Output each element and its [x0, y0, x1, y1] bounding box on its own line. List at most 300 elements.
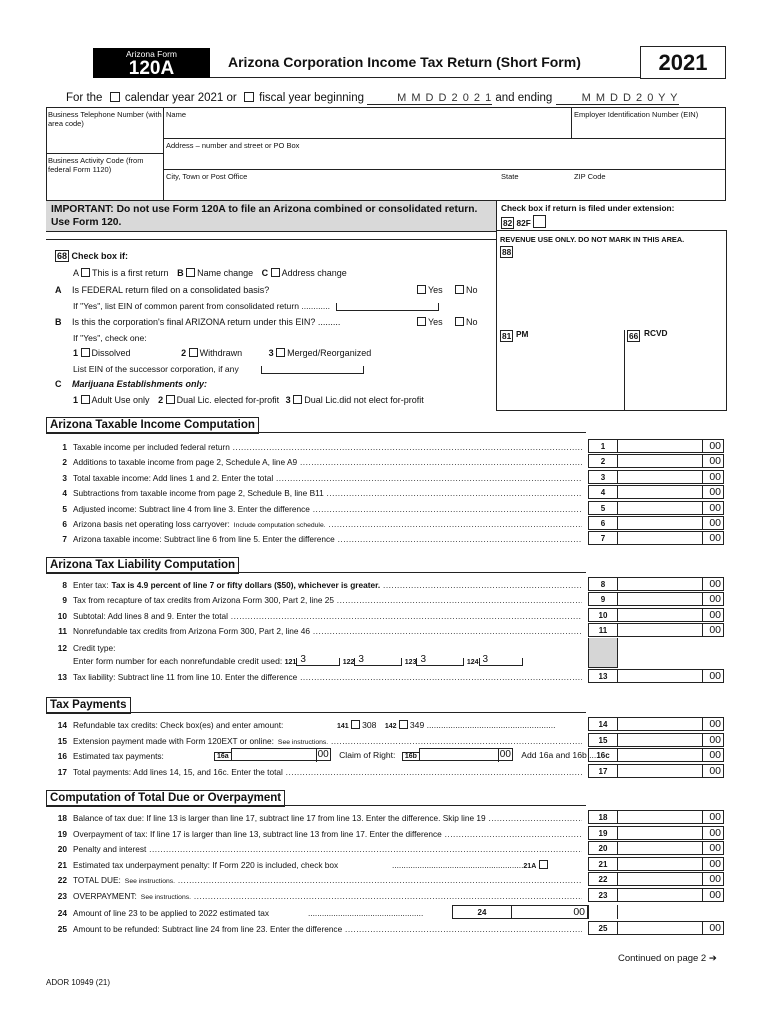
cents-value: 00 [709, 532, 721, 544]
question-b-no-group [455, 317, 478, 327]
line-16-subfields: 16a 00 Claim of Right: 16b 00 Add 16a and 16b ... [214, 748, 596, 764]
leader-dots [297, 672, 582, 682]
common-parent-ein-field[interactable] [336, 303, 439, 311]
credit-308-checkbox[interactable] [351, 720, 360, 729]
credit-122-prefix: 3 [358, 654, 364, 665]
marijuana-option-1-number: 1 [73, 395, 79, 405]
line-number: 10 [57, 611, 67, 621]
line-15-amount-field[interactable] [618, 733, 724, 747]
check-box-heading [55, 251, 128, 261]
state-field[interactable] [501, 182, 566, 198]
line-11-row [47, 624, 582, 638]
line-15-box-label: 15 [588, 733, 618, 747]
item-b-letter: B [177, 268, 184, 278]
cents-value: 00 [709, 440, 721, 452]
period-line [66, 92, 679, 105]
question-a-no-checkbox[interactable] [455, 285, 464, 294]
line-number: 25 [57, 924, 67, 934]
address-label: Address – number and street or PO Box [166, 141, 300, 150]
question-a-yes-label: Yes [428, 285, 443, 295]
leader-dots [334, 595, 582, 605]
line-11-box-label: 11 [588, 623, 618, 637]
phone-field[interactable] [48, 130, 160, 150]
extension-row [501, 215, 548, 228]
line-number: 15 [57, 736, 67, 746]
merged-label: Merged/Reorganized [287, 348, 372, 358]
leader-dots [335, 534, 582, 544]
line-number: 12 [57, 643, 67, 653]
id-hline-1 [163, 138, 726, 139]
question-a-text: Is FEDERAL return filed on a consolidated basis? [72, 285, 270, 295]
leader-dots [380, 580, 582, 590]
first-return-checkbox[interactable] [81, 268, 90, 277]
status-checkboxes-row [73, 268, 347, 278]
line-text: TOTAL DUE: [73, 875, 121, 885]
leader-dots [146, 844, 582, 854]
question-c-text: Marijuana Establishments only: [72, 379, 208, 389]
line-25-amount-field[interactable] [618, 921, 724, 935]
line-text: Tax liability: Subtract line 11 from line 10. Enter the difference [73, 672, 298, 682]
question-b-letter: B [55, 317, 62, 327]
box-16b-field[interactable] [419, 748, 513, 761]
line-4-amount-field[interactable] [618, 485, 724, 499]
question-a-no-group [455, 285, 478, 295]
id-vline-left [163, 107, 164, 201]
line-7-box-label: 7 [588, 531, 618, 545]
line-text: Nonrefundable tax credits from Arizona Form 300, Part 2, line 46 [73, 626, 311, 636]
line-1-row [47, 440, 582, 454]
line-2-row [47, 455, 582, 469]
marijuana-option-2-number: 2 [158, 395, 164, 405]
option-3-number: 3 [268, 348, 274, 358]
line-12-prompt: Enter form number for each nonrefundable credit used: [73, 656, 283, 666]
and-ending-label: and ending [495, 92, 553, 104]
withdrawn-checkbox[interactable] [189, 348, 198, 357]
line-22-box-label: 22 [588, 872, 618, 886]
name-label: Name [166, 110, 187, 119]
add-16a-16b-label: Add 16a and 16b [521, 750, 587, 760]
code-68: 68 [57, 251, 68, 261]
line-text: Additions to taxable income from page 2, Schedule A, line A9 [73, 457, 298, 467]
line-number: 8 [62, 580, 67, 590]
line-6-amount-field[interactable] [618, 516, 724, 530]
line-number: 20 [57, 844, 67, 854]
marijuana-option-3-number: 3 [285, 395, 291, 405]
credit-349-checkbox[interactable] [399, 720, 408, 729]
dissolved-checkbox[interactable] [81, 348, 90, 357]
check-box-if-label: Check box if: [71, 251, 129, 261]
line-4-box-label: 4 [588, 485, 618, 499]
question-b-yes-label: Yes [428, 317, 443, 327]
line-text: Credit type: [73, 643, 116, 653]
line-25-box-label: 25 [588, 921, 618, 935]
claim-of-right-label: Claim of Right: [339, 750, 396, 760]
cents-value: 00 [709, 734, 721, 746]
id-hline-3 [163, 169, 726, 170]
line-text: Total taxable income: Add lines 1 and 2. Enter the total [73, 473, 274, 483]
cents-value: 00 [709, 889, 721, 901]
option-2-number: 2 [181, 348, 187, 358]
line-text: Refundable tax credits: Check box(es) and enter amount: [73, 720, 284, 730]
line-number: 24 [57, 908, 67, 918]
leader-dots [310, 504, 582, 514]
line-12-row [47, 641, 582, 655]
leader-dots [310, 626, 582, 636]
line-text: Total payments: Add lines 14, 15, and 16c. Enter the total [73, 767, 283, 777]
check-section-rule [46, 239, 496, 240]
dual-not-elected-checkbox[interactable] [293, 395, 302, 404]
leader-dots [273, 473, 582, 483]
leader-dots [442, 829, 582, 839]
successor-ein-field[interactable] [261, 366, 364, 374]
line-20-box-label: 20 [588, 841, 618, 855]
revenue-bottom-border [496, 410, 727, 411]
line-text: Tax from recapture of tax credits from Arizona Form 300, Part 2, line 25 [73, 595, 334, 605]
credit-124-prefix: 3 [482, 654, 489, 665]
leader-dots [175, 875, 582, 885]
line-9-row [47, 593, 582, 607]
cents-value: 00 [709, 471, 721, 483]
line-19-row [47, 827, 582, 841]
line-13-box-label: 13 [588, 669, 618, 683]
line-text: OVERPAYMENT: [73, 891, 137, 901]
question-c-row [55, 379, 207, 389]
name-change-label: Name change [197, 268, 254, 278]
line-number: 3 [62, 473, 67, 483]
credit-123-code: 123 [404, 659, 417, 666]
line-text: Taxable income per included federal return [73, 442, 230, 452]
line-22-row [47, 873, 582, 887]
code-81: 81 [502, 331, 512, 341]
fiscal-end-field[interactable]: M M D D 2 0 Y Y [556, 92, 679, 105]
line-number: 7 [62, 534, 67, 544]
common-parent-ein-row: If "Yes", list EIN of common parent from consolidated return ............ [73, 301, 439, 311]
line-21-dots: ......................................................... [392, 860, 524, 870]
line-number: 21 [57, 860, 67, 870]
line-16-box-label: 16c [588, 748, 618, 762]
form-number-block [93, 48, 210, 78]
line-25-row [47, 922, 582, 936]
zip-field[interactable] [574, 182, 722, 198]
section-4-heading: Computation of Total Due or Overpayment [46, 790, 285, 807]
box-16b-cents: 00 [499, 749, 511, 760]
dual-not-elected-label: Dual Lic.did not elect for-profit [304, 395, 424, 405]
box-16b-label: 16b [402, 752, 420, 761]
line-15-row [47, 734, 582, 748]
cents-value: 00 [709, 765, 721, 777]
successor-ein-row [73, 364, 364, 374]
line-21-box-label: 21 [588, 857, 618, 871]
city-label: City, Town or Post Office [166, 172, 248, 181]
question-a-yes-group [417, 285, 443, 295]
line-text: Extension payment made with Form 120EXT or online: [73, 736, 274, 746]
line-13-row [47, 670, 582, 684]
line-8-amount-field[interactable] [618, 577, 724, 591]
question-c-letter: C [55, 379, 62, 389]
zip-label: ZIP Code [574, 172, 606, 181]
line-number: 18 [57, 813, 67, 823]
address-change-label: Address change [281, 268, 347, 278]
option-1-number: 1 [73, 348, 79, 358]
line-22-amount-field[interactable] [618, 872, 724, 886]
extension-label: Check box if return is filed under extension: [501, 203, 675, 213]
line-bold-text: Tax is 4.9 percent of line 7 or fifty dollars ($50), whichever is greater. [111, 580, 381, 590]
credit-141-code: 141 [337, 723, 349, 730]
line-23-amount-field[interactable] [618, 888, 724, 902]
line-note: See instructions. [140, 894, 192, 901]
cents-value: 00 [709, 811, 721, 823]
fiscal-begin-field[interactable]: M M D D 2 0 2 1 [367, 92, 492, 105]
for-the-label: For the [66, 92, 103, 104]
fiscal-year-label: fiscal year beginning [259, 92, 364, 104]
leader-dots [230, 442, 582, 452]
leader-dots [328, 736, 582, 746]
line-number: 2 [62, 457, 67, 467]
credit-121-field[interactable] [296, 654, 340, 666]
activity-code-field[interactable] [48, 178, 160, 198]
credit-121-code: 121 [284, 659, 297, 666]
line-text: Amount to be refunded: Subtract line 24 from line 23. Enter the difference [73, 924, 343, 934]
line-14-amount-field[interactable] [618, 717, 724, 731]
line-text: Enter tax: [73, 580, 109, 590]
line-6-row [47, 517, 582, 531]
line-9-amount-field[interactable] [618, 592, 724, 606]
line-number: 14 [57, 720, 67, 730]
line-text: Estimated tax payments: [73, 751, 164, 761]
question-a-yes-checkbox[interactable] [417, 285, 426, 294]
line-note: Include computation schedule. [233, 522, 326, 529]
credit-349-label: 349 [409, 720, 425, 730]
item-c-letter: C [261, 268, 269, 278]
line-number: 19 [57, 829, 67, 839]
line-number: 9 [62, 595, 67, 605]
leader-dots [228, 611, 582, 621]
leader-dots [326, 519, 582, 529]
tax-year: 2021 [640, 46, 726, 79]
line-23-box-label: 23 [588, 888, 618, 902]
question-b-yes-checkbox[interactable] [417, 317, 426, 326]
line-20-amount-field[interactable] [618, 841, 724, 855]
line-10-box-label: 10 [588, 608, 618, 622]
code-82: 82 [503, 218, 513, 228]
cents-value: 00 [709, 624, 721, 636]
line-11-amount-field[interactable] [618, 623, 724, 637]
ein-label: Employer Identification Number (EIN) [574, 110, 699, 119]
line-number: 13 [57, 672, 67, 682]
line-14-credit-boxes [337, 718, 556, 734]
credit-122-field[interactable] [354, 654, 402, 666]
line-17-box-label: 17 [588, 764, 618, 778]
line-9-box-label: 9 [588, 592, 618, 606]
line-5-row [47, 502, 582, 516]
credit-142-code: 142 [384, 723, 397, 730]
line-text: Subtractions from taxable income from page 2, Schedule B, line B11 [73, 488, 324, 498]
state-label: State [501, 172, 519, 181]
leader-dots [486, 813, 582, 823]
question-b-if-yes: If "Yes", check one: [73, 333, 147, 343]
line-1-amount-field[interactable] [618, 439, 724, 453]
common-parent-ein-label: If "Yes", list EIN of common parent from consolidated return [73, 301, 299, 311]
question-a-letter: A [55, 285, 62, 295]
leader-dots [297, 457, 582, 467]
revenue-right-border [726, 230, 727, 411]
cents-value: 00 [709, 517, 721, 529]
line-20-row [47, 842, 582, 856]
fiscal-year-checkbox[interactable] [244, 92, 254, 102]
credit-121-prefix: 3 [300, 654, 306, 665]
code-88: 88 [502, 247, 512, 257]
merged-checkbox[interactable] [276, 348, 285, 357]
important-text: IMPORTANT: Do not use Form 120A to file an Arizona combined or consolidated return. Use Form 120. [51, 204, 478, 228]
adult-use-checkbox[interactable] [81, 395, 90, 404]
line-8-row [47, 578, 582, 592]
line-note: See instructions. [124, 878, 176, 885]
question-b-no-checkbox[interactable] [455, 317, 464, 326]
id-hline-2 [46, 153, 163, 154]
cents-value: 00 [709, 718, 721, 730]
line-number: 16 [57, 751, 67, 761]
pm-label: PM [516, 329, 529, 339]
line-21-amount-field[interactable] [618, 857, 724, 871]
box-16a-label: 16a [214, 752, 232, 761]
cents-value: 00 [709, 593, 721, 605]
line-24-spacer [588, 905, 618, 919]
cents-value: 00 [709, 922, 721, 934]
activity-code-label: Business Activity Code (from federal Form 1120) [48, 156, 144, 174]
leader-dots [324, 488, 582, 498]
credit-308-label: 308 [362, 720, 377, 730]
section-2-heading: Arizona Tax Liability Computation [46, 557, 239, 574]
cents-value: 00 [709, 842, 721, 854]
line-number: 4 [62, 488, 67, 498]
name-field[interactable] [166, 120, 566, 136]
cents-value: 00 [709, 609, 721, 621]
continued-note: Continued on page 2 ➔ [618, 953, 717, 964]
line-16-amount-field[interactable] [618, 748, 724, 762]
header-rule [210, 77, 640, 78]
code-82f: 82F [516, 218, 531, 228]
line-number: 11 [58, 626, 67, 636]
line-8-box-label: 8 [588, 577, 618, 591]
line-number: 6 [62, 519, 67, 529]
marijuana-options [73, 395, 424, 405]
line-text: Subtotal: Add lines 8 and 9. Enter the total [73, 611, 228, 621]
box-21a-code: 21A [523, 863, 537, 870]
line-3-amount-field[interactable] [618, 470, 724, 484]
line-24-dots: .................................................. [308, 908, 424, 918]
line-10-row [47, 609, 582, 623]
line-21-checkbox-group [392, 858, 550, 874]
box-16a-field[interactable] [231, 748, 331, 761]
city-field[interactable] [166, 182, 496, 198]
pm-vline [497, 330, 498, 411]
line-14-dots: ...................................................... [424, 720, 556, 730]
section-1-heading: Arizona Taxable Income Computation [46, 417, 259, 434]
line-number: 23 [57, 891, 67, 901]
dual-elected-label: Dual Lic. elected for-profit [176, 395, 280, 405]
cents-value: 00 [709, 578, 721, 590]
line-number: 5 [62, 504, 67, 514]
line-text: Estimated tax underpayment penalty: If Form 220 is included, check box [73, 860, 339, 870]
question-b-text: Is this the corporation's final ARIZONA return under this EIN? [72, 317, 316, 327]
dual-elected-checkbox[interactable] [166, 395, 175, 404]
credit-124-field[interactable] [479, 654, 523, 666]
successor-ein-label: List EIN of the successor corporation, if any [73, 364, 239, 374]
calendar-year-checkbox[interactable] [110, 92, 120, 102]
line-5-amount-field[interactable] [618, 501, 724, 515]
cents-value: 00 [709, 749, 721, 761]
line-17-row [47, 765, 582, 779]
address-field[interactable] [166, 151, 721, 167]
name-change-checkbox[interactable] [186, 268, 195, 277]
form-label: Arizona Form [125, 49, 177, 59]
question-b-yes-group [417, 317, 443, 327]
question-a-no-label: No [466, 285, 478, 295]
line-19-amount-field[interactable] [618, 826, 724, 840]
cents-value: 00 [573, 906, 585, 918]
line-1-box-label: 1 [588, 439, 618, 453]
extension-hline [496, 230, 726, 231]
form-title: Arizona Corporation Income Tax Return (Short Form) [228, 54, 581, 70]
adult-use-label: Adult Use only [91, 395, 150, 405]
revenue-label: REVENUE USE ONLY. DO NOT MARK IN THIS AREA. [500, 235, 685, 244]
line-text: Arizona taxable income: Subtract line 6 from line 5. Enter the difference [73, 534, 335, 544]
line-10-amount-field[interactable] [618, 608, 724, 622]
line-14-box-label: 14 [588, 717, 618, 731]
form-number: 120A [128, 58, 175, 79]
line-23-row [47, 889, 582, 903]
line-13-amount-field[interactable] [618, 669, 724, 683]
credit-123-prefix: 3 [420, 654, 427, 665]
line-24-amount-field[interactable] [512, 905, 588, 919]
line-19-box-label: 19 [588, 826, 618, 840]
line-3-row [47, 471, 582, 485]
id-vline-ein [571, 107, 572, 138]
ador-code: ADOR 10949 (21) [46, 978, 111, 987]
line-5-box-label: 5 [588, 501, 618, 515]
leader-dots [283, 767, 582, 777]
line-2-amount-field[interactable] [618, 454, 724, 468]
address-change-checkbox[interactable] [271, 268, 280, 277]
item-a-letter: A [73, 268, 79, 278]
line-7-amount-field[interactable] [618, 531, 724, 545]
line-6-box-label: 6 [588, 516, 618, 530]
line-number: 22 [57, 875, 67, 885]
line-text: Overpayment of tax: If line 17 is larger than line 13, subtract line 13 from line 17. Enter the difference [73, 829, 442, 839]
line-17-amount-field[interactable] [618, 764, 724, 778]
line-text: Penalty and interest [73, 844, 147, 854]
line-text: Arizona basis net operating loss carryover: [73, 519, 230, 529]
form-220-checkbox[interactable] [539, 860, 548, 869]
cents-value: 00 [709, 486, 721, 498]
line-number: 17 [57, 767, 67, 777]
first-return-label: This is a first return [92, 268, 169, 278]
credit-123-field[interactable] [416, 654, 464, 666]
credit-122-code: 122 [342, 659, 355, 666]
extension-checkbox[interactable] [533, 215, 546, 228]
ein-field[interactable] [574, 120, 722, 136]
line-18-amount-field[interactable] [618, 810, 724, 824]
line-text: Amount of line 23 to be applied to 2022 estimated tax [73, 908, 270, 918]
line-18-row [47, 811, 582, 825]
cents-value: 00 [709, 873, 721, 885]
cents-value: 00 [709, 827, 721, 839]
line-2-box-label: 2 [588, 454, 618, 468]
cents-value: 00 [709, 858, 721, 870]
section-3-heading: Tax Payments [46, 697, 131, 714]
withdrawn-label: Withdrawn [199, 348, 243, 358]
box-16a-cents: 00 [317, 749, 329, 760]
